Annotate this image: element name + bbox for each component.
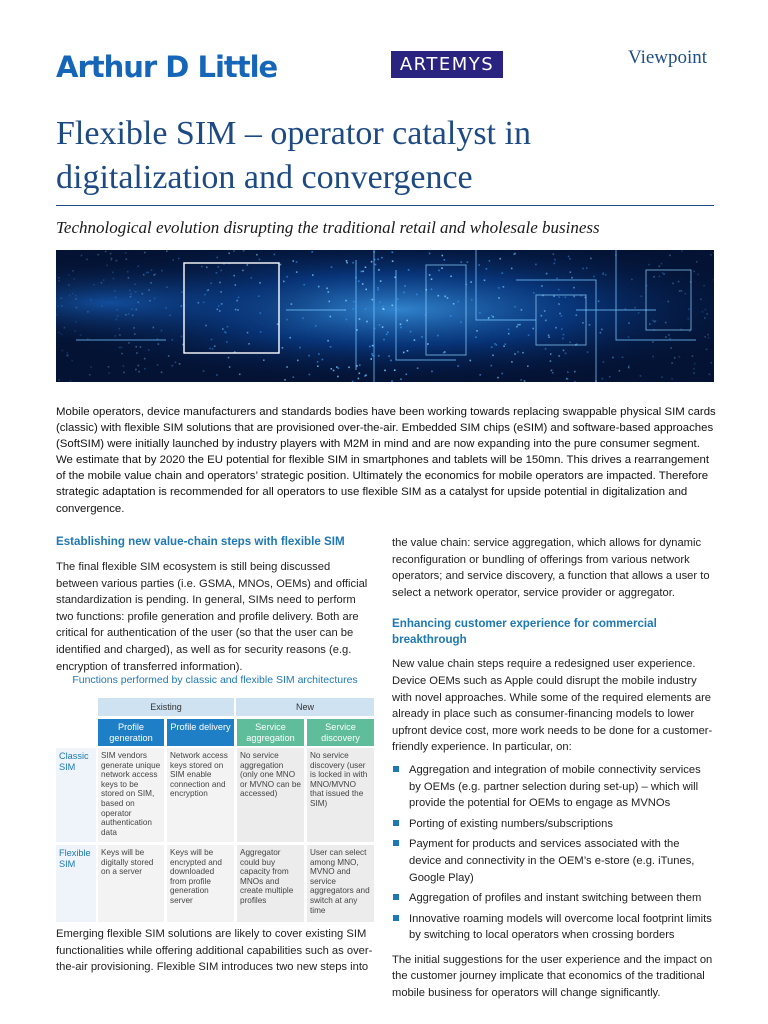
section-heading-customer-experience: Enhancing customer experience for commercial breakthrough <box>392 617 657 647</box>
viewpoint-label: Viewpoint <box>628 47 708 68</box>
bullet-square-icon <box>393 915 399 921</box>
right-paragraph-1: the value chain: service aggregation, which allows for dynamic reconfiguration or bundling of offerings from various network operators; and service discovery, a function that allows a user to select a network operator, service provider or aggregator. <box>392 537 710 599</box>
right-paragraph-3: The initial suggestions for the user experience and the impact on the customer journey implicate that economics of the traditional mobile business for operators will change significantly. <box>392 953 713 1000</box>
table-cell: Aggregator could buy capacity from MNOs and create multiple profiles <box>237 845 304 922</box>
row-label-classic-sim: Classic SIM <box>56 748 96 842</box>
bullet-square-icon <box>393 766 399 772</box>
row-label-flexible-sim: Flexible SIM <box>56 845 96 922</box>
artemys-logo: ARTEMYS <box>391 51 503 78</box>
table-cell: Keys will be encrypted and downloaded from profile generation server <box>167 845 234 922</box>
column-header-service-discovery: Service discovery <box>307 719 374 746</box>
table-cell: Keys will be digitally stored on a server <box>98 845 164 922</box>
table-cell: No service discovery (user is locked in with MNO/MVNO that issued the SIM) <box>307 748 374 842</box>
list-item: Porting of existing numbers/subscriptions <box>392 816 714 833</box>
intro-paragraph: Mobile operators, device manufacturers and standards bodies have been working towards replacing swappable physical SIM cards (classic) with flexible SIM solutions that are provisioned over-the-air. Embedded SIM chips (eSIM) and software-based approaches (SoftSIM) were initially launched by industry players with M2M in mind and are now expanding into the pure consumer segment. We estimate that by 2020 the EU potential for flexible SIM in smartphones and tablets will be 150mn. This drives a rearrangement of the mobile value chain and operators’ strategic position. Ultimately the economics for mobile operators are impacted. Therefore strategic adaptation is recommended for all operators to use flexible SIM as a catalyst for upside potential in digitalization and convergence. <box>56 406 716 515</box>
group-header-new: New <box>236 698 374 716</box>
right-paragraph-2: New value chain steps require a redesigned user experience. Device OEMs such as Apple could disrupt the mobile industry with novel approaches. While some of the required elements are already in place such as consumer-financing models to lower upfront device cost, more work needs to be done for a customer-friendly experience. In particular, on: <box>392 658 713 754</box>
list-item: Aggregation and integration of mobile connectivity services by OEMs (e.g. partner selection during set-up) – which will provide the potential for OEMs to engage as MVNOs <box>392 762 714 812</box>
column-header-profile-generation: Profile generation <box>98 719 164 746</box>
bullet-square-icon <box>393 894 399 900</box>
figure-caption: Functions performed by classic and flexible SIM architectures <box>72 674 358 686</box>
list-item: Aggregation of profiles and instant switching between them <box>392 890 714 907</box>
column-header-profile-delivery: Profile delivery <box>167 719 234 746</box>
title-line-2: digitalization and convergence <box>56 159 473 196</box>
left-paragraph-2: Emerging flexible SIM solutions are likely to cover existing SIM functionalities while offering additional capabilities such as over-the-air provisioning. Flexible SIM introduces two new steps into <box>56 928 373 974</box>
table-cell: No service aggregation (only one MNO or MVNO can be accessed) <box>237 748 304 842</box>
left-paragraph-1: The final flexible SIM ecosystem is still being discussed between various parties (i.e. GSMA, MNOs, OEMs) and official standardization is pending. In general, SIMs need to perform two functions: profile generation and profile delivery. Both are critical for authentication of the user (so that the user can be identified and charged), as well as for security reasons (e.g. encryption of transferred information). <box>56 561 368 673</box>
arthur-d-little-logo: Arthur D Little <box>56 50 278 84</box>
section-heading-value-chain: Establishing new value-chain steps with flexible SIM <box>56 535 345 548</box>
subtitle: Technological evolution disrupting the traditional retail and wholesale business <box>56 218 600 237</box>
group-header-existing: Existing <box>98 698 234 716</box>
list-item: Payment for products and services associated with the device and connectivity in the OEM’s e-store (e.g. iTunes, Google Play) <box>392 836 714 886</box>
title-divider <box>56 205 714 206</box>
left-column <box>56 534 374 675</box>
table-cell: Network access keys stored on SIM enable connection and encryption <box>167 748 234 842</box>
bullet-square-icon <box>393 820 399 826</box>
column-header-service-aggregation: Service aggregation <box>237 719 304 746</box>
right-column <box>392 535 714 1002</box>
page-title <box>56 112 716 200</box>
digital-circuit-banner-image <box>56 250 714 382</box>
table-cell: User can select among MNO, MVNO and service aggregators and switch at any time <box>307 845 374 922</box>
table-cell: SIM vendors generate unique network access keys to be stored on SIM, based on operator authentication data <box>98 748 164 842</box>
bullet-square-icon <box>393 840 399 846</box>
sim-functions-table <box>56 698 374 922</box>
title-line-1: Flexible SIM – operator catalyst in <box>56 115 531 152</box>
bullet-list <box>392 762 714 944</box>
list-item: Innovative roaming models will overcome local footprint limits by switching to local operators when crossing borders <box>392 911 714 944</box>
